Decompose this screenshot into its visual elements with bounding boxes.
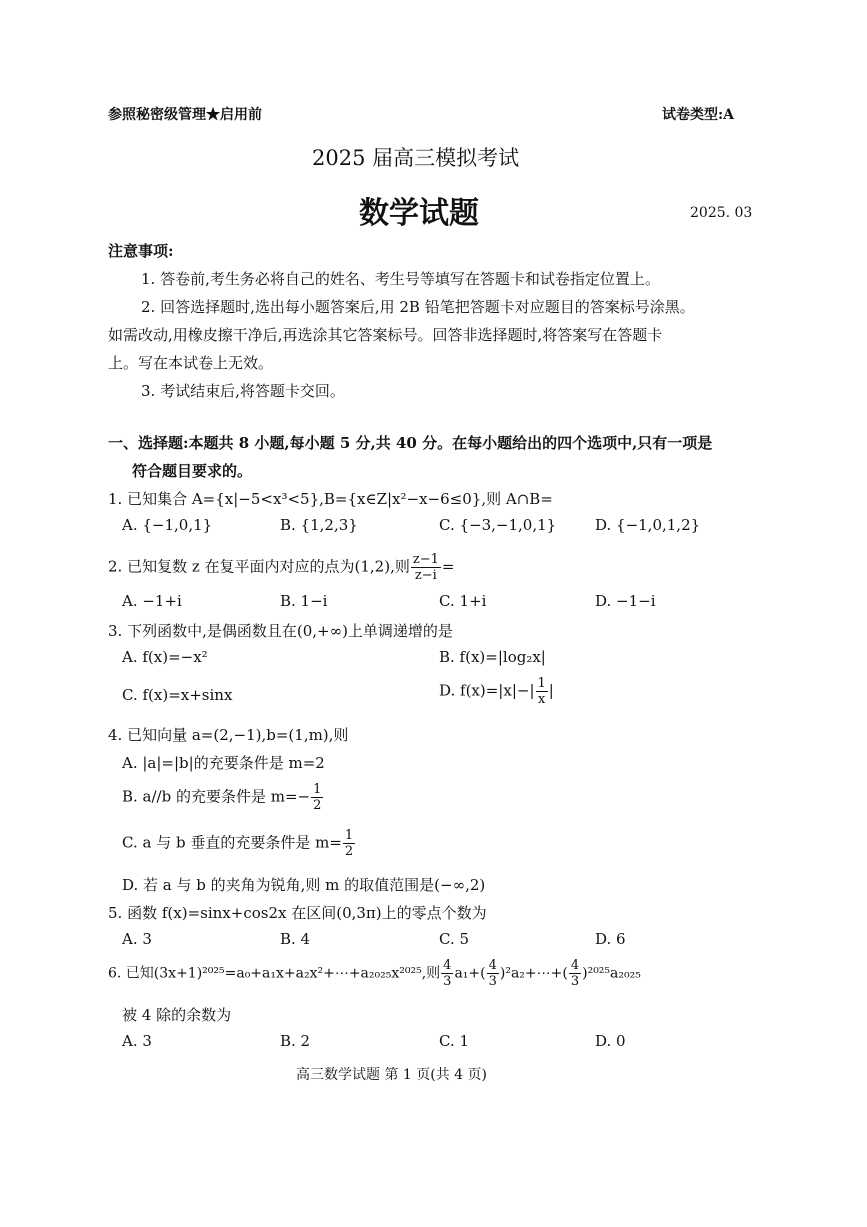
q6-f3-num: 4 xyxy=(570,958,580,973)
q2-option-b: B. 1−i xyxy=(280,592,328,610)
q6-mid-2: )²a₂+⋯+( xyxy=(499,965,568,982)
q4-c-fraction xyxy=(343,828,355,859)
q3-option-c: C. f(x)=x+sinx xyxy=(122,686,233,704)
q5-option-c: C. 5 xyxy=(439,930,470,948)
q6-fraction-3 xyxy=(569,958,581,989)
q3-d-post: | xyxy=(548,681,554,700)
q4-option-b xyxy=(122,782,324,813)
q6-option-c: C. 1 xyxy=(439,1032,470,1050)
notice-item-2-cont: 如需改动,用橡皮擦干净后,再选涂其它答案标号。回答非选择题时,将答案写在答题卡 xyxy=(108,326,663,344)
q1-option-c: C. {−3,−1,0,1} xyxy=(439,516,557,534)
q4-b-den: 2 xyxy=(313,798,322,813)
question-4-stem: 4. 已知向量 a=(2,−1),b=(1,m),则 xyxy=(108,726,349,744)
question-1-stem: 1. 已知集合 A={x|−5<x³<5},B={x∈Z|x²−x−6≤0},则 A∩B= xyxy=(108,490,553,508)
q6-stem-pre: 6. 已知(3x+1)²⁰²⁵=a₀+a₁x+a₂x²+⋯+a₂₀₂₅x²⁰²⁵,则 xyxy=(108,965,441,982)
q6-f1-den: 3 xyxy=(443,974,452,989)
exam-title: 2025 届高三模拟考试 xyxy=(312,146,520,170)
notice-heading: 注意事项: xyxy=(108,242,174,260)
q3-d-pre: D. f(x)=|x|−| xyxy=(439,681,535,700)
q4-c-num: 1 xyxy=(344,828,354,843)
q6-fraction-2 xyxy=(487,958,499,989)
q5-option-b: B. 4 xyxy=(280,930,311,948)
notice-item-2-end: 上。写在本试卷上无效。 xyxy=(108,354,274,372)
q6-mid-1: a₁+( xyxy=(454,965,486,982)
q5-option-d: D. 6 xyxy=(595,930,626,948)
notice-item-3: 3. 考试结束后,将答题卡交回。 xyxy=(141,382,345,400)
page-footer: 高三数学试题 第 1 页(共 4 页) xyxy=(296,1067,487,1083)
secrecy-label: 参照秘密级管理★启用前 xyxy=(108,107,262,123)
q4-option-c xyxy=(122,828,356,859)
q4-option-a: A. |a|=|b|的充要条件是 m=2 xyxy=(122,754,325,772)
q2-option-d: D. −1−i xyxy=(595,592,656,610)
q2-frac-num: z−1 xyxy=(412,552,439,567)
q2-stem-text: 2. 已知复数 z 在复平面内对应的点为(1,2),则 xyxy=(108,557,410,576)
q2-frac-den: z−i xyxy=(414,568,437,583)
q4-c-den: 2 xyxy=(344,844,354,859)
section-heading-cont: 符合题目要求的。 xyxy=(132,462,253,480)
question-5-stem: 5. 函数 f(x)=sinx+cos2x 在区间(0,3π)上的零点个数为 xyxy=(108,904,487,922)
q2-option-a: A. −1+i xyxy=(122,592,182,610)
q2-option-c: C. 1+i xyxy=(439,592,487,610)
question-6-stem xyxy=(108,958,641,989)
q4-option-d: D. 若 a 与 b 的夹角为锐角,则 m 的取值范围是(−∞,2) xyxy=(122,876,486,894)
q4-c-pre: C. a 与 b 垂直的充要条件是 m= xyxy=(122,833,342,852)
q3-d-num: 1 xyxy=(537,676,546,691)
exam-date: 2025. 03 xyxy=(690,205,753,221)
q3-option-d xyxy=(439,676,554,707)
q1-option-b: B. {1,2,3} xyxy=(280,516,358,534)
q4-b-num: 1 xyxy=(313,782,322,797)
notice-item-1: 1. 答卷前,考生务必将自己的姓名、考生号等填写在答题卡和试卷指定位置上。 xyxy=(141,270,660,288)
q6-f2-den: 3 xyxy=(488,974,497,989)
q4-b-fraction xyxy=(311,782,323,813)
subject-title: 数学试题 xyxy=(359,196,479,231)
q3-d-fraction xyxy=(536,676,548,707)
q5-option-a: A. 3 xyxy=(122,930,152,948)
question-6-cont: 被 4 除的余数为 xyxy=(122,1006,232,1024)
q1-option-d: D. {−1,0,1,2} xyxy=(595,516,701,534)
q6-option-d: D. 0 xyxy=(595,1032,626,1050)
q6-f2-num: 4 xyxy=(488,958,497,973)
q6-f1-num: 4 xyxy=(443,958,452,973)
q6-option-a: A. 3 xyxy=(122,1032,152,1050)
q6-option-b: B. 2 xyxy=(280,1032,311,1050)
question-2-stem xyxy=(108,552,454,583)
q4-b-pre: B. a//b 的充要条件是 m=− xyxy=(122,787,311,806)
section-heading: 一、选择题:本题共 8 小题,每小题 5 分,共 40 分。在每小题给出的四个选项中,只有一项是 xyxy=(108,434,713,452)
q3-option-b: B. f(x)=|log₂x| xyxy=(439,648,546,666)
q6-f3-den: 3 xyxy=(570,974,580,989)
q3-option-a: A. f(x)=−x² xyxy=(122,648,208,666)
notice-item-2: 2. 回答选择题时,选出每小题答案后,用 2B 铅笔把答题卡对应题目的答案标号涂黑。 xyxy=(141,298,695,316)
paper-type: 试卷类型:A xyxy=(662,107,735,123)
q3-d-den: x xyxy=(537,692,546,707)
question-3-stem: 3. 下列函数中,是偶函数且在(0,+∞)上单调递增的是 xyxy=(108,622,453,640)
q1-option-a: A. {−1,0,1} xyxy=(122,516,213,534)
q2-fraction xyxy=(411,552,441,583)
q6-fraction-1 xyxy=(441,958,453,989)
q6-mid-3: )²⁰²⁵a₂₀₂₅ xyxy=(582,965,641,982)
q2-stem-tail: = xyxy=(441,557,455,576)
